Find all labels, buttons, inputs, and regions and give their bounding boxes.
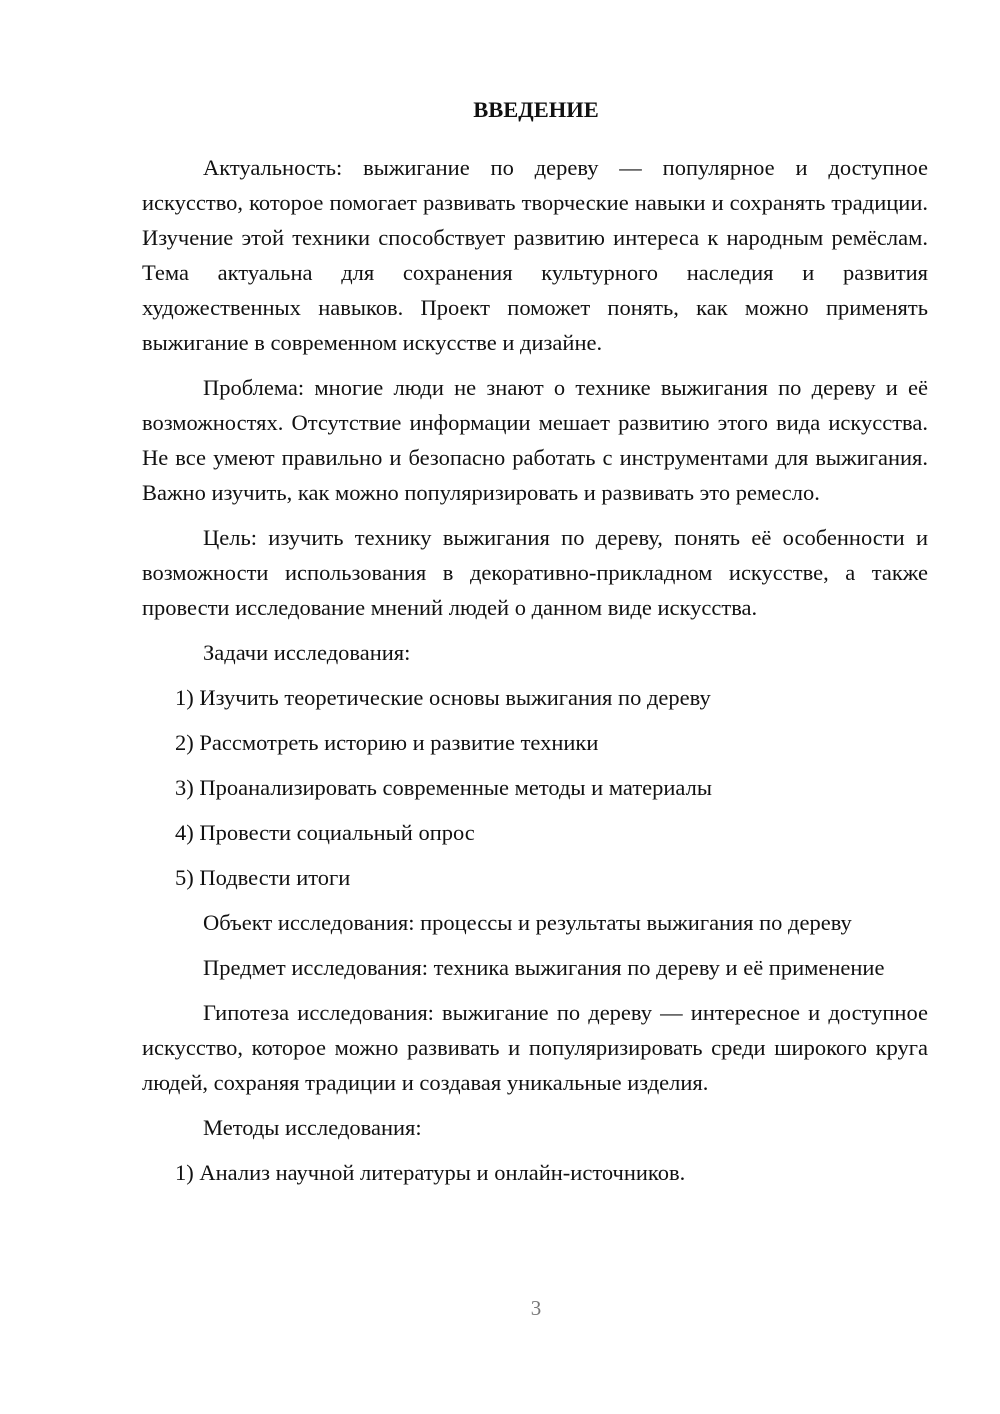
section-title: ВВЕДЕНИЕ xyxy=(473,97,599,122)
list-item: 3) Проанализировать современные методы и материалы xyxy=(175,775,712,800)
document-page xyxy=(142,92,928,1200)
list-item: 1) Анализ научной литературы и онлайн-источников. xyxy=(175,1160,686,1185)
methods-list xyxy=(142,1155,928,1190)
list-item: 5) Подвести итоги xyxy=(175,865,351,890)
problem-paragraph: Проблема: многие люди не знают о технике выжигания по дереву и её возможностях. Отсутствие информации мешает развитию этого вида искусства. Не все умеют правильно и безопасно работать с инструментами для выжигания. Важно изучить, как можно популяризировать и развивать это ремесло. xyxy=(142,375,928,505)
methods-heading: Методы исследования: xyxy=(203,1115,422,1140)
hypothesis-paragraph: Гипотеза исследования: выжигание по дереву — интересное и доступное искусство, которое можно развивать и популяризировать среди широкого круга людей, сохраняя традиции и создавая уникальные изделия. xyxy=(142,1000,928,1095)
tasks-list xyxy=(142,680,928,895)
subject-paragraph: Предмет исследования: техника выжигания по дереву и её применение xyxy=(203,955,885,980)
list-item: 4) Провести социальный опрос xyxy=(175,820,475,845)
list-item: 2) Рассмотреть историю и развитие техники xyxy=(175,730,599,755)
relevance-paragraph: Актуальность: выжигание по дереву — популярное и доступное искусство, которое помогает развивать творческие навыки и сохранять традиции. Изучение этой техники способствует развитию интереса к народным ремёслам. Тема актуальна для сохранения культурного наследия и развития художественных навыков. Проект поможет понять, как можно применять выжигание в современном искусстве и дизайне. xyxy=(142,155,928,355)
tasks-heading: Задачи исследования: xyxy=(203,640,411,665)
goal-paragraph: Цель: изучить технику выжигания по дереву, понять её особенности и возможности использования в декоративно-прикладном искусстве, а также провести исследование мнений людей о данном виде искусства. xyxy=(142,525,928,620)
list-item: 1) Изучить теоретические основы выжигания по дереву xyxy=(175,685,711,710)
object-paragraph: Объект исследования: процессы и результаты выжигания по дереву xyxy=(203,910,852,935)
page-number: 3 xyxy=(530,1296,542,1320)
